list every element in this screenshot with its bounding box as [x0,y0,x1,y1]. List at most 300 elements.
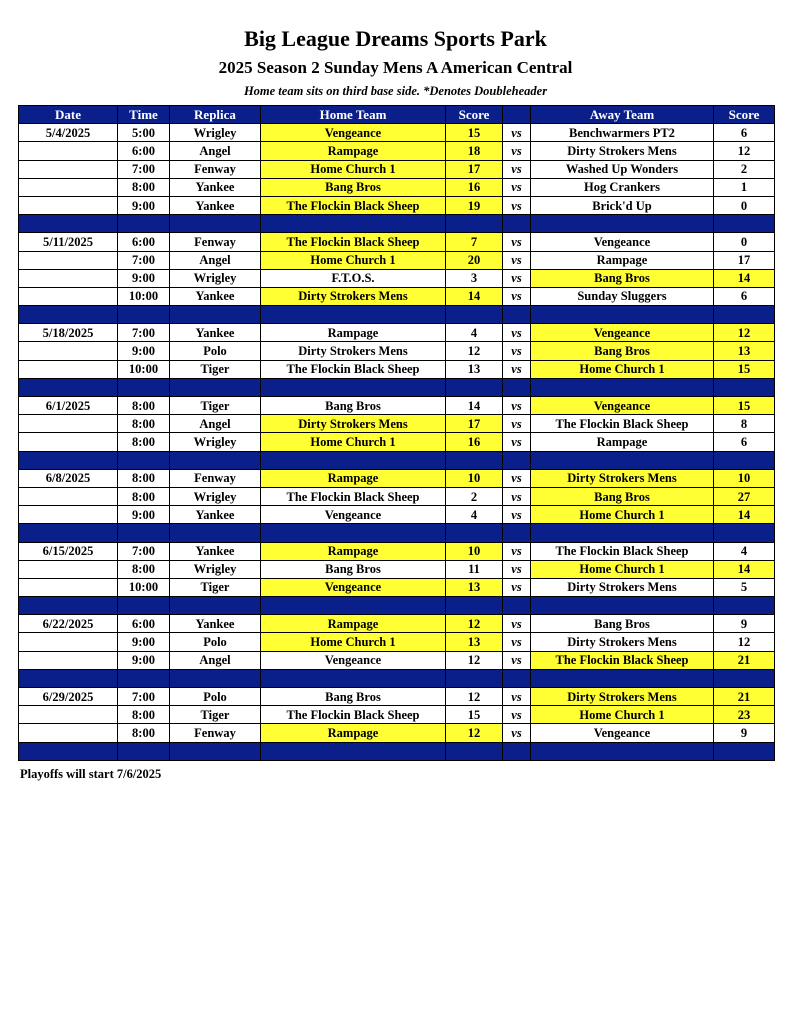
away-score: 23 [714,706,775,724]
separator-cell [714,742,775,760]
away-score: 1 [714,178,775,196]
game-replica: Yankee [170,196,261,214]
vs-label: vs [503,397,531,415]
week-separator [19,524,775,542]
home-team: Vengeance [261,124,446,142]
separator-cell [446,451,503,469]
home-team: Vengeance [261,506,446,524]
game-replica: Tiger [170,360,261,378]
game-date: 6/22/2025 [19,615,118,633]
separator-cell [531,378,714,396]
game-time: 9:00 [118,651,170,669]
week-separator [19,451,775,469]
away-score: 12 [714,142,775,160]
separator-cell [503,378,531,396]
away-team: Rampage [531,251,714,269]
game-time: 7:00 [118,542,170,560]
page-subtitle: 2025 Season 2 Sunday Mens A American Central [218,58,573,77]
separator-cell [118,524,170,542]
game-row [19,142,775,160]
vs-label: vs [503,506,531,524]
separator-cell [714,597,775,615]
away-score: 6 [714,124,775,142]
game-replica: Yankee [170,506,261,524]
away-team: Home Church 1 [531,360,714,378]
vs-label: vs [503,342,531,360]
separator-cell [19,742,118,760]
home-score: 16 [446,433,503,451]
game-row [19,542,775,560]
separator-cell [118,669,170,687]
game-time: 8:00 [118,433,170,451]
vs-label: vs [503,469,531,487]
game-row [19,487,775,505]
vs-label: vs [503,251,531,269]
away-team: Benchwarmers PT2 [531,124,714,142]
home-team: The Flockin Black Sheep [261,487,446,505]
game-row [19,415,775,433]
game-row [19,433,775,451]
vs-label: vs [503,196,531,214]
away-score: 9 [714,724,775,742]
game-time: 6:00 [118,233,170,251]
away-score: 13 [714,342,775,360]
home-team: Home Church 1 [261,160,446,178]
separator-cell [714,524,775,542]
separator-cell [19,306,118,324]
home-score: 4 [446,324,503,342]
vs-label: vs [503,542,531,560]
header-time: Time [118,106,170,124]
away-score: 21 [714,651,775,669]
separator-cell [531,597,714,615]
week-separator [19,597,775,615]
week-separator [19,306,775,324]
vs-label: vs [503,487,531,505]
away-score: 9 [714,615,775,633]
playoffs-note: Playoffs will start 7/6/2025 [20,767,162,781]
away-score: 14 [714,560,775,578]
separator-cell [503,215,531,233]
home-team: Bang Bros [261,688,446,706]
separator-cell [261,306,446,324]
game-date: 5/11/2025 [19,233,118,251]
game-time: 8:00 [118,724,170,742]
away-score: 2 [714,160,775,178]
separator-cell [118,306,170,324]
game-time: 10:00 [118,578,170,596]
separator-cell [446,378,503,396]
game-date [19,487,118,505]
game-date [19,724,118,742]
away-score: 17 [714,251,775,269]
game-date: 6/29/2025 [19,688,118,706]
game-time: 7:00 [118,251,170,269]
separator-cell [531,524,714,542]
header-row [19,106,775,124]
home-score: 12 [446,651,503,669]
separator-cell [503,669,531,687]
separator-cell [446,306,503,324]
vs-label: vs [503,160,531,178]
separator-cell [503,597,531,615]
home-score: 19 [446,196,503,214]
game-row [19,124,775,142]
separator-cell [170,669,261,687]
vs-label: vs [503,178,531,196]
home-score: 12 [446,688,503,706]
vs-label: vs [503,633,531,651]
home-team: Rampage [261,324,446,342]
home-score: 20 [446,251,503,269]
separator-cell [118,451,170,469]
away-score: 14 [714,269,775,287]
separator-cell [531,669,714,687]
home-team: Bang Bros [261,560,446,578]
vs-label: vs [503,324,531,342]
game-time: 9:00 [118,633,170,651]
separator-cell [714,378,775,396]
game-time: 9:00 [118,506,170,524]
separator-cell [261,215,446,233]
home-team: Dirty Strokers Mens [261,415,446,433]
game-row [19,615,775,633]
header-date: Date [19,106,118,124]
game-time: 9:00 [118,269,170,287]
home-team: F.T.O.S. [261,269,446,287]
separator-cell [118,742,170,760]
away-team: Bang Bros [531,487,714,505]
game-replica: Yankee [170,287,261,305]
separator-cell [714,306,775,324]
away-team: Dirty Strokers Mens [531,578,714,596]
game-replica: Tiger [170,578,261,596]
home-score: 17 [446,160,503,178]
game-time: 7:00 [118,160,170,178]
away-score: 0 [714,233,775,251]
vs-label: vs [503,233,531,251]
away-team: Dirty Strokers Mens [531,142,714,160]
game-replica: Wrigley [170,487,261,505]
separator-cell [503,451,531,469]
week-separator [19,215,775,233]
separator-cell [170,451,261,469]
away-score: 27 [714,487,775,505]
vs-label: vs [503,615,531,633]
game-date [19,160,118,178]
separator-cell [118,378,170,396]
game-date [19,578,118,596]
away-team: Washed Up Wonders [531,160,714,178]
away-team: Brick'd Up [531,196,714,214]
home-score: 14 [446,397,503,415]
away-team: Bang Bros [531,269,714,287]
away-team: Bang Bros [531,342,714,360]
header-home-score: Score [446,106,503,124]
home-team: Rampage [261,542,446,560]
separator-cell [503,524,531,542]
game-time: 7:00 [118,324,170,342]
separator-cell [261,597,446,615]
game-date [19,269,118,287]
game-time: 10:00 [118,360,170,378]
game-time: 10:00 [118,287,170,305]
home-score: 16 [446,178,503,196]
game-replica: Angel [170,651,261,669]
separator-cell [19,215,118,233]
home-score: 13 [446,578,503,596]
vs-label: vs [503,578,531,596]
separator-cell [446,742,503,760]
separator-cell [261,742,446,760]
away-team: The Flockin Black Sheep [531,415,714,433]
home-score: 12 [446,724,503,742]
away-score: 5 [714,578,775,596]
away-score: 6 [714,433,775,451]
game-row [19,342,775,360]
away-team: The Flockin Black Sheep [531,542,714,560]
home-team: Home Church 1 [261,251,446,269]
home-score: 3 [446,269,503,287]
separator-cell [19,669,118,687]
away-team: Dirty Strokers Mens [531,633,714,651]
game-time: 8:00 [118,487,170,505]
game-replica: Angel [170,251,261,269]
separator-cell [261,451,446,469]
away-score: 8 [714,415,775,433]
separator-cell [19,524,118,542]
game-replica: Fenway [170,469,261,487]
home-score: 11 [446,560,503,578]
vs-label: vs [503,688,531,706]
game-time: 5:00 [118,124,170,142]
game-row [19,706,775,724]
away-score: 6 [714,287,775,305]
game-time: 7:00 [118,688,170,706]
separator-cell [446,597,503,615]
away-team: Bang Bros [531,615,714,633]
vs-label: vs [503,142,531,160]
game-row [19,233,775,251]
away-team: Vengeance [531,724,714,742]
game-row [19,469,775,487]
home-team: Vengeance [261,651,446,669]
separator-cell [503,306,531,324]
vs-label: vs [503,433,531,451]
game-time: 8:00 [118,706,170,724]
home-team: The Flockin Black Sheep [261,233,446,251]
game-time: 8:00 [118,178,170,196]
game-row [19,724,775,742]
separator-cell [261,669,446,687]
home-team: Dirty Strokers Mens [261,342,446,360]
separator-cell [714,669,775,687]
game-replica: Fenway [170,233,261,251]
away-team: Vengeance [531,233,714,251]
home-score: 17 [446,415,503,433]
home-team: Vengeance [261,578,446,596]
game-time: 9:00 [118,196,170,214]
home-score: 15 [446,706,503,724]
away-score: 12 [714,324,775,342]
home-team: Bang Bros [261,397,446,415]
away-team: Vengeance [531,324,714,342]
game-row [19,287,775,305]
game-replica: Yankee [170,324,261,342]
game-row [19,324,775,342]
away-team: Home Church 1 [531,560,714,578]
game-date [19,651,118,669]
separator-cell [170,597,261,615]
game-time: 8:00 [118,560,170,578]
header-vs [503,106,531,124]
game-time: 6:00 [118,615,170,633]
separator-cell [446,669,503,687]
header-home-team: Home Team [261,106,446,124]
separator-cell [170,524,261,542]
separator-cell [261,524,446,542]
game-replica: Wrigley [170,124,261,142]
game-date [19,706,118,724]
game-row [19,506,775,524]
home-team: Home Church 1 [261,433,446,451]
game-replica: Polo [170,633,261,651]
separator-cell [446,524,503,542]
separator-cell [446,215,503,233]
game-date: 6/15/2025 [19,542,118,560]
vs-label: vs [503,706,531,724]
week-separator [19,742,775,760]
vs-label: vs [503,724,531,742]
home-score: 4 [446,506,503,524]
game-replica: Angel [170,415,261,433]
vs-label: vs [503,651,531,669]
away-team: Rampage [531,433,714,451]
away-team: Dirty Strokers Mens [531,688,714,706]
vs-label: vs [503,124,531,142]
game-date [19,506,118,524]
away-team: Hog Crankers [531,178,714,196]
game-time: 8:00 [118,415,170,433]
home-team: The Flockin Black Sheep [261,196,446,214]
separator-cell [19,451,118,469]
away-score: 15 [714,397,775,415]
separator-cell [170,378,261,396]
game-replica: Wrigley [170,560,261,578]
game-row [19,688,775,706]
separator-cell [531,306,714,324]
home-team: Dirty Strokers Mens [261,287,446,305]
away-score: 10 [714,469,775,487]
game-date: 5/4/2025 [19,124,118,142]
game-time: 8:00 [118,397,170,415]
game-row [19,178,775,196]
away-score: 21 [714,688,775,706]
separator-cell [714,451,775,469]
game-replica: Wrigley [170,433,261,451]
separator-cell [118,215,170,233]
away-team: Sunday Sluggers [531,287,714,305]
away-score: 15 [714,360,775,378]
home-team: Rampage [261,142,446,160]
game-row [19,578,775,596]
game-time: 6:00 [118,142,170,160]
week-separator [19,378,775,396]
schedule-body [19,124,775,761]
game-row [19,397,775,415]
separator-cell [531,451,714,469]
game-date [19,360,118,378]
away-team: Home Church 1 [531,506,714,524]
game-row [19,360,775,378]
game-time: 8:00 [118,469,170,487]
vs-label: vs [503,360,531,378]
game-date [19,633,118,651]
schedule-table [18,105,775,761]
home-team: Bang Bros [261,178,446,196]
home-team: Rampage [261,724,446,742]
game-replica: Tiger [170,706,261,724]
schedule-note: Home team sits on third base side. *Denotes Doubleheader [243,84,548,98]
home-score: 13 [446,360,503,378]
separator-cell [118,597,170,615]
separator-cell [714,215,775,233]
game-replica: Tiger [170,397,261,415]
separator-cell [503,742,531,760]
away-score: 0 [714,196,775,214]
game-row [19,196,775,214]
game-date [19,178,118,196]
vs-label: vs [503,560,531,578]
game-date [19,251,118,269]
home-score: 18 [446,142,503,160]
game-date: 6/8/2025 [19,469,118,487]
home-team: The Flockin Black Sheep [261,360,446,378]
game-time: 9:00 [118,342,170,360]
separator-cell [170,742,261,760]
home-team: Rampage [261,615,446,633]
home-score: 7 [446,233,503,251]
away-score: 4 [714,542,775,560]
home-score: 13 [446,633,503,651]
game-replica: Fenway [170,160,261,178]
separator-cell [19,378,118,396]
page-title: Big League Dreams Sports Park [244,26,547,51]
game-replica: Polo [170,688,261,706]
home-score: 15 [446,124,503,142]
game-date [19,415,118,433]
home-score: 2 [446,487,503,505]
header-away-team: Away Team [531,106,714,124]
home-score: 12 [446,615,503,633]
away-team: Dirty Strokers Mens [531,469,714,487]
game-replica: Fenway [170,724,261,742]
game-replica: Yankee [170,542,261,560]
game-row [19,651,775,669]
separator-cell [261,378,446,396]
game-row [19,633,775,651]
home-score: 14 [446,287,503,305]
game-date [19,342,118,360]
game-date: 5/18/2025 [19,324,118,342]
vs-label: vs [503,287,531,305]
home-team: Home Church 1 [261,633,446,651]
vs-label: vs [503,415,531,433]
game-row [19,160,775,178]
away-score: 14 [714,506,775,524]
game-date [19,142,118,160]
game-replica: Angel [170,142,261,160]
